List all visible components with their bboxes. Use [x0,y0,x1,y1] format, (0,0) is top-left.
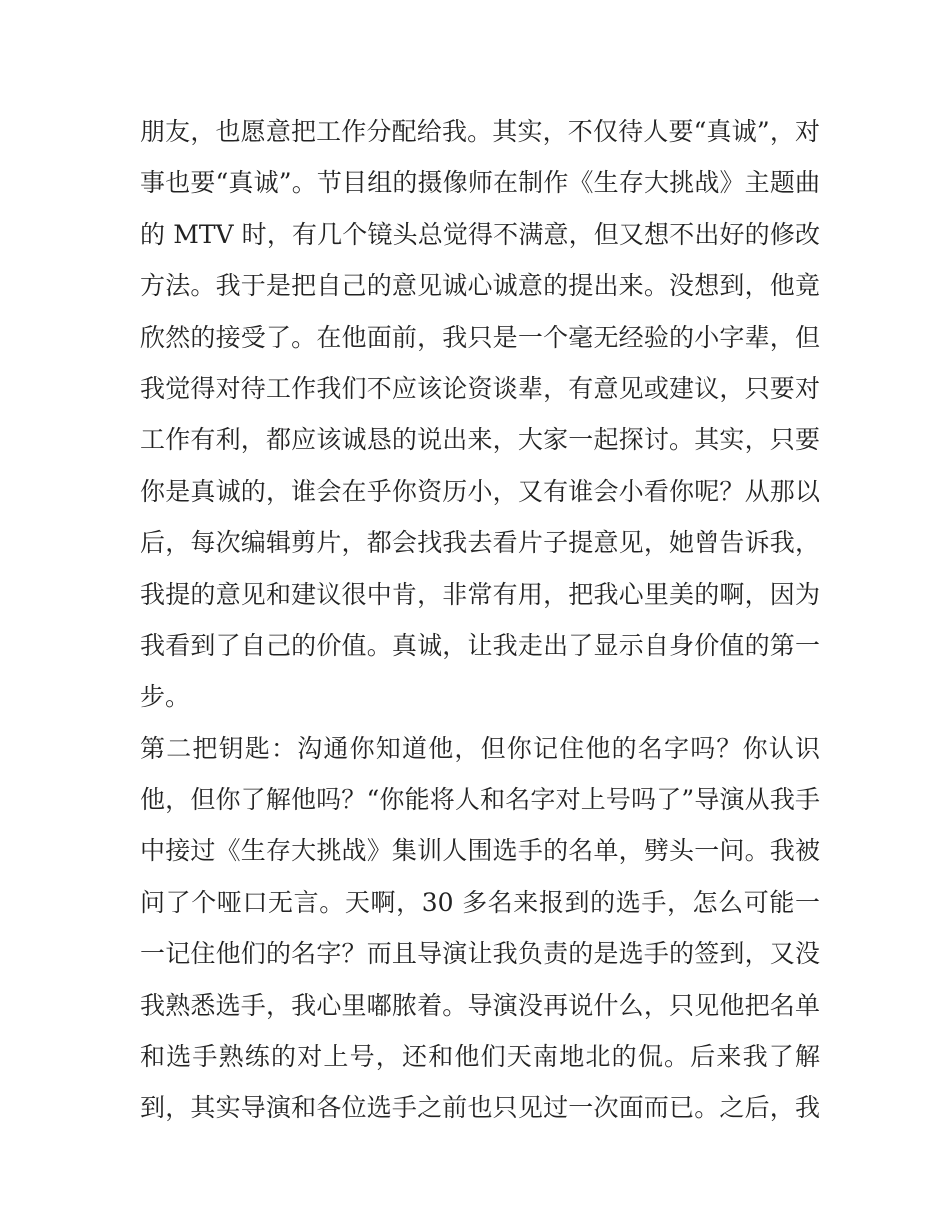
text-line: 一记住他们的名字？而且导演让我负责的是选手的签到，又没 [140,939,820,969]
text-line: 我觉得对待工作我们不应该论资谈辈，有意见或建议，只要对 [140,373,820,403]
text-line: 我提的意见和建议很中肯，非常有用，把我心里美的啊，因为 [140,579,820,609]
text-line: 的 MTV 时，有几个镜头总觉得不满意，但又想不出好的修改 [140,219,820,249]
text-line: 后，每次编辑剪片，都会找我去看片子提意见，她曾告诉我， [140,528,820,558]
text-line: 工作有利，都应该诚恳的说出来，大家一起探讨。其实，只要 [140,425,820,455]
body-text [140,106,820,1134]
text-line: 欣然的接受了。在他面前，我只是一个毫无经验的小字辈，但 [140,322,820,352]
text-line: 问了个哑口无言。天啊，30 多名来报到的选手，怎么可能一 [140,887,820,917]
text-line: 事也要“真诚”。节目组的摄像师在制作《生存大挑战》主题曲 [140,168,820,198]
text-line: 到，其实导演和各位选手之前也只见过一次面而已。之后，我 [140,1093,820,1123]
text-line: 我看到了自己的价值。真诚，让我走出了显示自身价值的第一 [140,630,820,660]
text-line: 我熟悉选手，我心里嘟脓着。导演没再说什么，只见他把名单 [140,990,820,1020]
text-line: 你是真诚的，谁会在乎你资历小，又有谁会小看你呢？从那以 [140,476,820,506]
text-line: 步。 [140,682,191,712]
text-line: 他，但你了解他吗？“你能将人和名字对上号吗了”导演从我手 [140,785,820,815]
text-line: 第二把钥匙：沟通你知道他，但你记住他的名字吗？你认识 [140,733,820,763]
text-line: 中接过《生存大挑战》集训人围选手的名单，劈头一问。我被 [140,836,820,866]
text-line: 朋友，也愿意把工作分配给我。其实，不仅待人要“真诚”，对 [140,117,820,146]
text-line: 方法。我于是把自己的意见诚心诚意的提出来。没想到，他竟 [140,271,820,301]
text-line: 和选手熟练的对上号，还和他们天南地北的侃。后来我了解 [140,1042,820,1072]
